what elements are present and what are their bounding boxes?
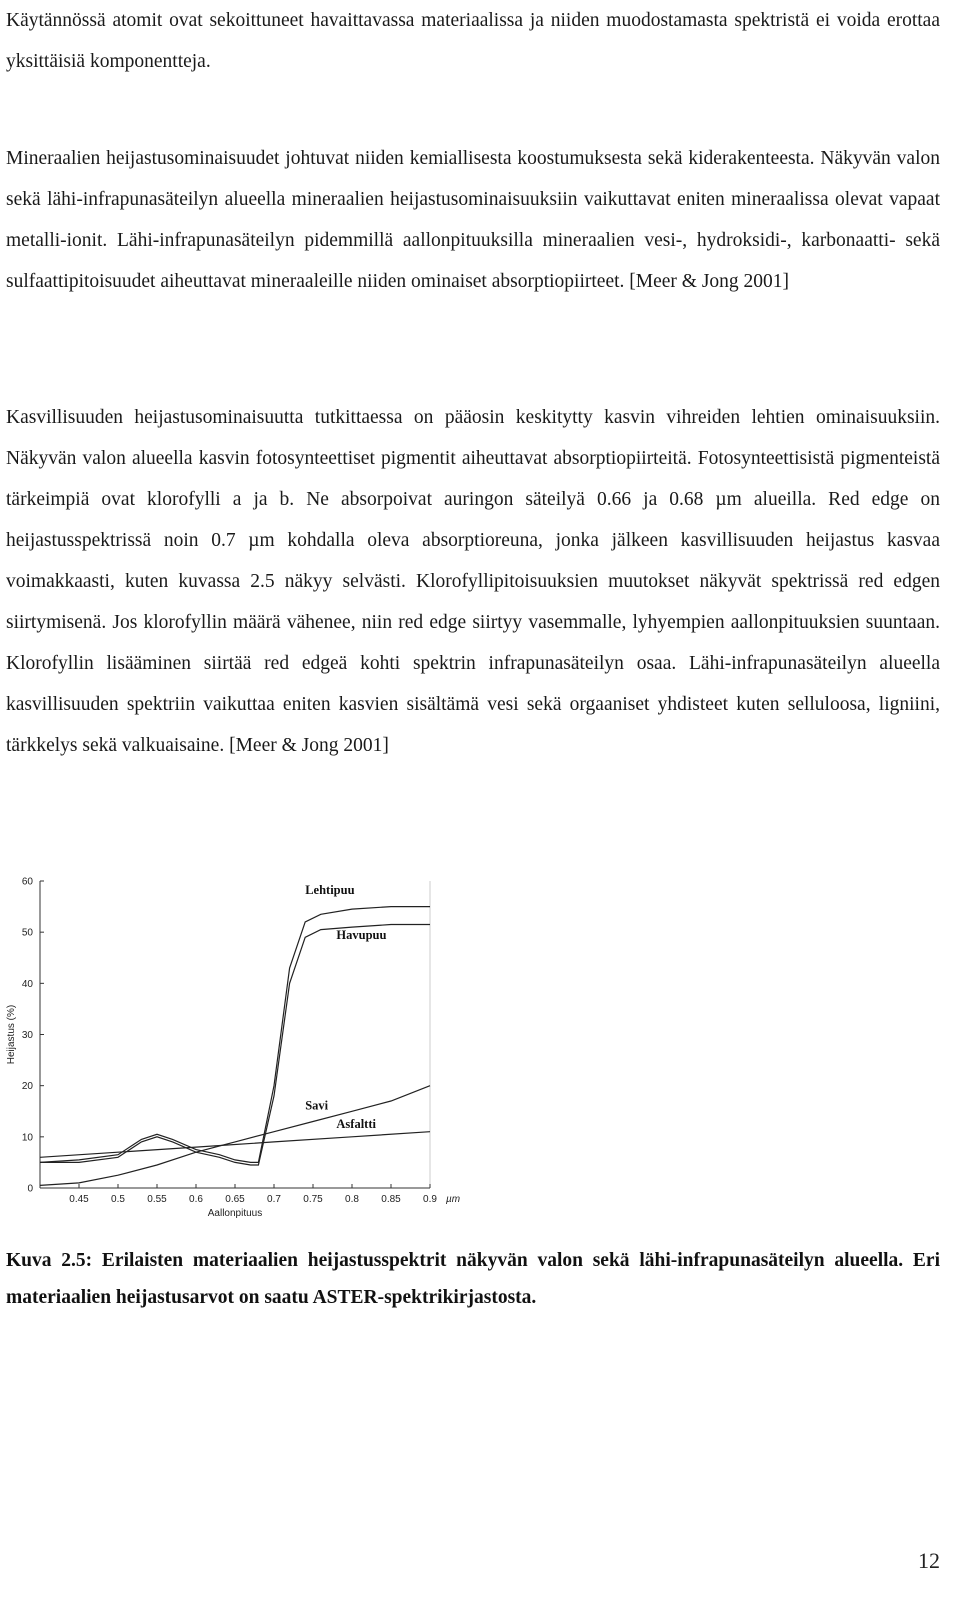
- y-tick-label: 10: [21, 1132, 33, 1144]
- x-tick-label: 0.5: [111, 1194, 125, 1205]
- y-tick-label: 20: [21, 1081, 33, 1093]
- x-tick-label: 0.75: [303, 1194, 323, 1205]
- series-label-havupuu: Havupuu: [336, 927, 387, 942]
- paragraph-minerals: Mineraalien heijastusominaisuudet johtuvat niiden kemiallisesta koostumuksesta sekä kiderakenteesta. Näkyvän valon sekä lähi-infrapunasäteilyn alueella mineraalien heijastusominaisuuksiin vaikuttavat eniten mineraalissa olevat vapaat metalli-ionit. Lähi-infrapunasäteilyn pidemmillä aallonpituuksilla mineraalien vesi-, hydroksidi-, karbonaatti- sekä sulfaattipitoisuudet aiheuttavat mineraaleille niiden ominaiset absorptiopiirteet. [Meer & Jong 2001]: [6, 148, 940, 292]
- series-line-asfaltti: [40, 1132, 430, 1158]
- y-axis-label: Heijastus (%): [6, 1004, 17, 1065]
- y-tick-label: 40: [21, 978, 33, 990]
- x-axis-label: Aallonpituus: [207, 1208, 263, 1219]
- y-tick-label: 0: [27, 1183, 33, 1195]
- x-tick-label: 0.9: [423, 1194, 437, 1205]
- paragraph-atoms: Käytännössä atomit ovat sekoittuneet havaittavassa materiaalissa ja niiden muodostamasta spektristä ei voida erottaa yksittäisiä komponentteja.: [6, 10, 940, 72]
- x-tick-label: 0.65: [225, 1194, 245, 1205]
- y-tick-label: 50: [21, 927, 33, 939]
- x-unit-label: µm: [446, 1194, 460, 1205]
- x-tick-label: 0.7: [267, 1194, 281, 1205]
- x-tick-label: 0.55: [147, 1194, 167, 1205]
- chart-canvas: [0, 865, 460, 1245]
- paragraph-vegetation: Kasvillisuuden heijastusominaisuutta tutkittaessa on pääosin keskitytty kasvin vihreiden lehtien ominaisuuksiin. Näkyvän valon alueella kasvin fotosynteettiset pigmentit aiheuttavat absorptiopiirteitä. Fotosynteettisistä pigmenteistä tärkeimpiä ovat klorofylli a ja b. Ne absorpoivat auringon säteilyä 0.66 ja 0.68 µm alueilla. Red edge on heijastusspektrissä noin 0.7 µm kohdalla oleva absorptioreuna, jonka jälkeen kasvillisuuden heijastus kasvaa voimakkaasti, kuten kuvassa 2.5 näkyy selvästi. Klorofyllipitoisuuksien muutokset näkyvät spektrissä red edgen siirtymisenä. Jos klorofyllin määrä vähenee, niin red edge siirtyy vasemmalle, lyhyempien aallonpituuksien suuntaan. Klorofyllin lisääminen siirtää red edgeä kohti spektrin infrapunasäteilyn osaa. Lähi-infrapunasäteilyn alueella kasvillisuuden spektriin vaikuttaa eniten kasvien sisältämä vesi sekä orgaaniset yhdisteet kuten selluloosa, ligniini, tärkkelys sekä valkuaisaine. [Meer & Jong 2001]: [6, 407, 940, 756]
- x-tick-label: 0.8: [345, 1194, 359, 1205]
- x-tick-label: 0.6: [189, 1194, 203, 1205]
- figure-caption: Kuva 2.5: Erilaisten materiaalien heijastusspektrit näkyvän valon sekä lähi-infrapunasäteilyn alueella. Eri materiaalien heijastusarvot on saatu ASTER-spektrikirjastosta.: [6, 1250, 940, 1308]
- x-tick-label: 0.45: [69, 1194, 89, 1205]
- series-label-lehtipuu: Lehtipuu: [305, 882, 355, 897]
- series-label-savi: Savi: [305, 1098, 329, 1113]
- y-tick-label: 60: [21, 876, 33, 888]
- x-tick-label: 0.85: [381, 1194, 401, 1205]
- reflectance-chart: [0, 865, 460, 1245]
- series-label-asfaltti: Asfaltti: [336, 1117, 376, 1132]
- y-tick-label: 30: [21, 1030, 33, 1041]
- page-number: 12: [918, 1548, 940, 1573]
